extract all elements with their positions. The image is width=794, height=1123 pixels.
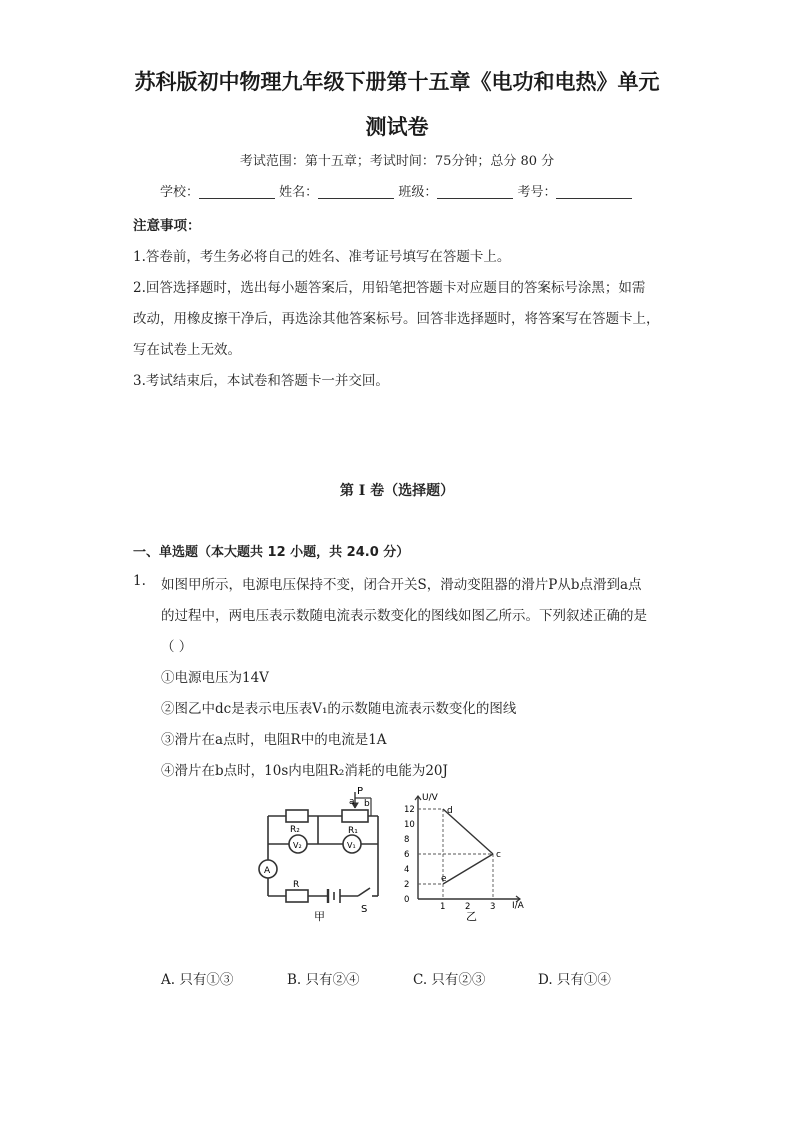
option-c[interactable]: C. 只有②③ [413,972,486,988]
x-tick-label: 1 [440,902,446,912]
y-tick-label: 6 [404,850,410,860]
notice-item-2-line3: 写在试卷上无效。 [133,342,241,358]
statement-1: ①电源电压为14V [161,670,269,686]
point-label-e: e [441,874,447,884]
x-tick-label: 3 [490,902,496,912]
label-b: b [364,799,370,809]
ui-graph [404,793,525,923]
y-axis-label: U/V [422,793,438,803]
resistor-r2 [286,810,308,822]
y-tick-label: 8 [404,835,410,845]
number-blank[interactable] [556,184,632,199]
x-tick-label: 2 [465,902,471,912]
option-b[interactable]: B. 只有②④ [287,972,360,988]
notice-heading: 注意事项： [133,218,201,234]
school-blank[interactable] [199,184,275,199]
statement-4: ④滑片在b点时，10s内电阻R₂消耗的电能为20J [161,763,448,779]
page-title-line1: 苏科版初中物理九年级下册第十五章《电功和电热》单元 [134,70,660,94]
circuit-diagram [268,816,378,903]
student-fields [160,181,632,200]
question-figure [258,786,538,926]
label-v1: V₁ [347,841,356,850]
statement-2: ②图乙中dc是表示电压表V₁的示数随电流表示数变化的图线 [161,701,517,717]
point-label-d: d [447,806,453,816]
name-blank[interactable] [318,184,394,199]
resistor-r1 [342,810,368,822]
label-p: P [357,786,364,797]
question-number: 1. [133,573,146,589]
question-stem-line3: （ ） [161,639,193,655]
option-a[interactable]: A. 只有①③ [161,972,234,988]
class-blank[interactable] [437,184,513,199]
label-r1: R₁ [348,826,358,836]
volume-title: 第 I 卷（选择题） [339,483,455,499]
label-v2: V₂ [293,841,302,850]
label-s: S [361,904,368,915]
circuit-caption: 甲 [314,910,325,923]
y-tick-label: 4 [404,865,410,875]
notice-item-1: 1.答卷前，考生务必将自己的姓名、准考证号填写在答题卡上。 [133,249,511,265]
resistor-r [286,890,308,902]
statement-3: ③滑片在a点时，电阻R中的电流是1A [161,732,387,748]
x-axis-label: I/A [512,901,524,911]
option-d[interactable]: D. 只有①④ [538,972,611,988]
school-label: 学校： [160,185,200,200]
number-label: 考号： [517,185,557,200]
y-tick-label: 12 [404,805,415,815]
label-r2: R₂ [290,825,300,835]
point-label-c: c [496,850,501,860]
question-stem-line1: 如图甲所示，电源电压保持不变，闭合开关S，滑动变阻器的滑片P从b点滑到a点 [161,577,642,593]
page-title-line2: 测试卷 [365,115,429,139]
notice-item-2-line2: 改动，用橡皮擦干净后，再选涂其他答案标号。回答非选择题时，将答案写在答题卡上， [133,311,660,327]
question-stem-line2: 的过程中，两电压表示数随电流表示数变化的图线如图乙所示。下列叙述正确的是 [161,608,647,624]
y-tick-label: 0 [404,895,410,905]
exam-info: 考试范围：第十五章；考试时间：75分钟；总分 80 分 [239,154,555,169]
y-tick-label: 10 [404,820,415,830]
y-tick-label: 2 [404,880,410,890]
notice-item-3: 3.考试结束后，本试卷和答题卡一并交回。 [133,373,389,389]
name-label: 姓名： [279,185,319,200]
notice-item-2-line1: 2.回答选择题时，选出每小题答案后，用铅笔把答题卡对应题目的答案标号涂黑；如需 [133,280,646,296]
part-title: 一、单选题（本大题共 12 小题，共 24.0 分） [133,545,410,560]
label-ammeter: A [264,866,271,876]
series-line-2 [443,854,493,884]
class-label: 班级： [398,185,438,200]
label-r: R [293,880,300,890]
label-a: a [349,797,355,807]
graph-caption: 乙 [466,910,477,923]
